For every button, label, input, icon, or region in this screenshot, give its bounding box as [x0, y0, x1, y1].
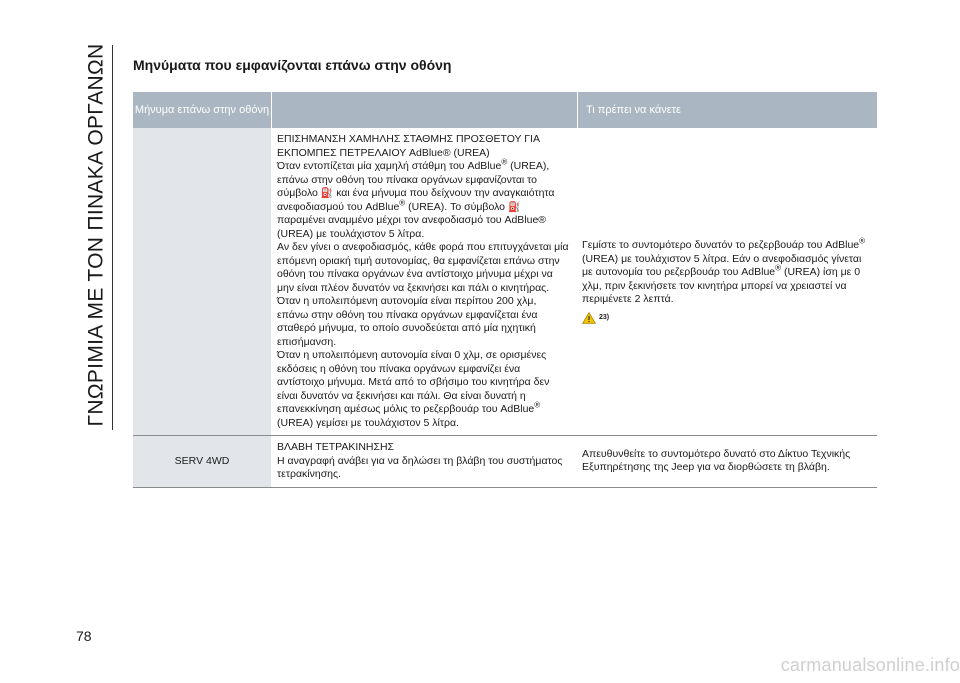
description-title: ΒΛΑΒΗ ΤΕΤΡΑΚΙΝΗΣΗΣ [277, 441, 395, 453]
page-number: 78 [76, 628, 92, 644]
description-paragraph: Όταν η υπολειπόμενη αυτονομία είναι 0 χλμ, σε ορισμένες εκδόσεις η οθόνη του πίνακα οργάνων εμφανίζει ένα αντίστοιχο μήνυμα. Μετά από το σβήσιμο του κινητήρα δεν είναι δυνατόν να ξεκινήσει και πάλι. Θα είναι δυνατή η επανεκκίνηση αμέσως μόλις το ρεζερβουάρ του AdBlue® (UREA) γεμίσει με τουλάχιστον 5 λίτρα. [277, 349, 550, 429]
description-title: ΕΠΙΣΗΜΑΝΣΗ ΧΑΜΗΛΗΣ ΣΤΑΘΜΗΣ ΠΡΟΣΘΕΤΟΥ ΓΙΑ ΕΚΠΟΜΠΕΣ ΠΕΤΡΕΛΑΙΟΥ AdBlue® (UREA) [277, 133, 540, 159]
header-action: Τι πρέπει να κάνετε [578, 92, 877, 128]
adblue-fuel-icon: ⛽ [507, 201, 521, 213]
description-cell [271, 436, 576, 487]
section-title: Μηνύματα που εμφανίζονται επάνω στην οθόνη [133, 57, 452, 73]
table-header [133, 92, 877, 128]
message-cell [133, 128, 271, 435]
table-row [133, 436, 877, 488]
action-text: Γεμίστε το συντομότερο δυνατόν το ρεζερβουάρ του AdBlue® (UREA) με τουλάχιστον 5 λίτρα. Εάν ο ανεφοδιασμός γίνεται με αυτονομία του ρεζερβουάρ του AdBlue® (UREA) ίση με 0 χλμ, πριν ξεκινήσετε τον κινητήρα μπορεί να χρειαστεί να περιμένετε 2 λεπτά. [582, 236, 866, 305]
description-paragraph: Η αναγραφή ανάβει για να δηλώσει τη βλάβη του συστήματος τετρακίνησης. [277, 454, 563, 480]
warning-reference [582, 311, 871, 325]
watermark: carmanualsonline.info [780, 655, 960, 675]
side-divider [112, 45, 113, 430]
description-paragraph: Αν δεν γίνει ο ανεφοδιασμός, κάθε φορά που επιτυγχάνεται μία επόμενη οριακή τιμή αυτονομίας, θα εμφανίζεται επάνω στην οθόνη του πίνακα οργάνων ένα αντίστοιχο μήνυμα μέχρι να μην είναι πλέον δυνατόν να ξεκινήσει και πάλι ο κινητήρας. [277, 241, 569, 294]
message-cell: SERV 4WD [133, 436, 271, 487]
description-cell [271, 128, 576, 435]
action-text: Απευθυνθείτε το συντομότερο δυνατό στο Δίκτυο Τεχνικής Εξυπηρέτησης της Jeep για να διορθώσετε τη βλάβη. [582, 447, 851, 474]
action-cell [576, 128, 877, 435]
description-paragraph: Όταν η υπολειπόμενη αυτονομία είναι περίπου 200 χλμ, επάνω στην οθόνη του πίνακα οργάνων εμφανίζεται ένα σταθερό μήνυμα, το οποίο συνοδεύεται από μία ηχητική επισήμανση. [277, 295, 538, 348]
header-description [272, 92, 578, 128]
table-row [133, 128, 877, 436]
header-message: Μήνυμα επάνω στην οθόνη [133, 92, 272, 128]
adblue-fuel-icon: ⛽ [320, 188, 334, 199]
action-cell [576, 436, 877, 487]
description-paragraph: Όταν εντοπίζεται μία χαμηλή στάθμη του AdBlue® (UREA), επάνω στην οθόνη του πίνακα οργάνων εμφανίζονται το σύμβολο ⛽ και ένα μήνυμα που δείχνουν την αναγκαιότητα ανεφοδιασμού του AdBlue® (UREA). Το σύμβολο ⛽ παραμένει αναμμένο μέχρι τον ανεφοδιασμό του AdBlue® (UREA) με τουλάχιστον 5 λίτρα. [277, 157, 555, 240]
footnote-reference: 23) [599, 313, 610, 321]
messages-table [133, 92, 877, 488]
warning-triangle-icon [582, 312, 596, 324]
side-chapter-title: ΓΝΩΡΙΜΙΑ ΜΕ ΤΟΝ ΠΙΝΑΚΑ ΟΡΓΑΝΩΝ [84, 43, 107, 427]
